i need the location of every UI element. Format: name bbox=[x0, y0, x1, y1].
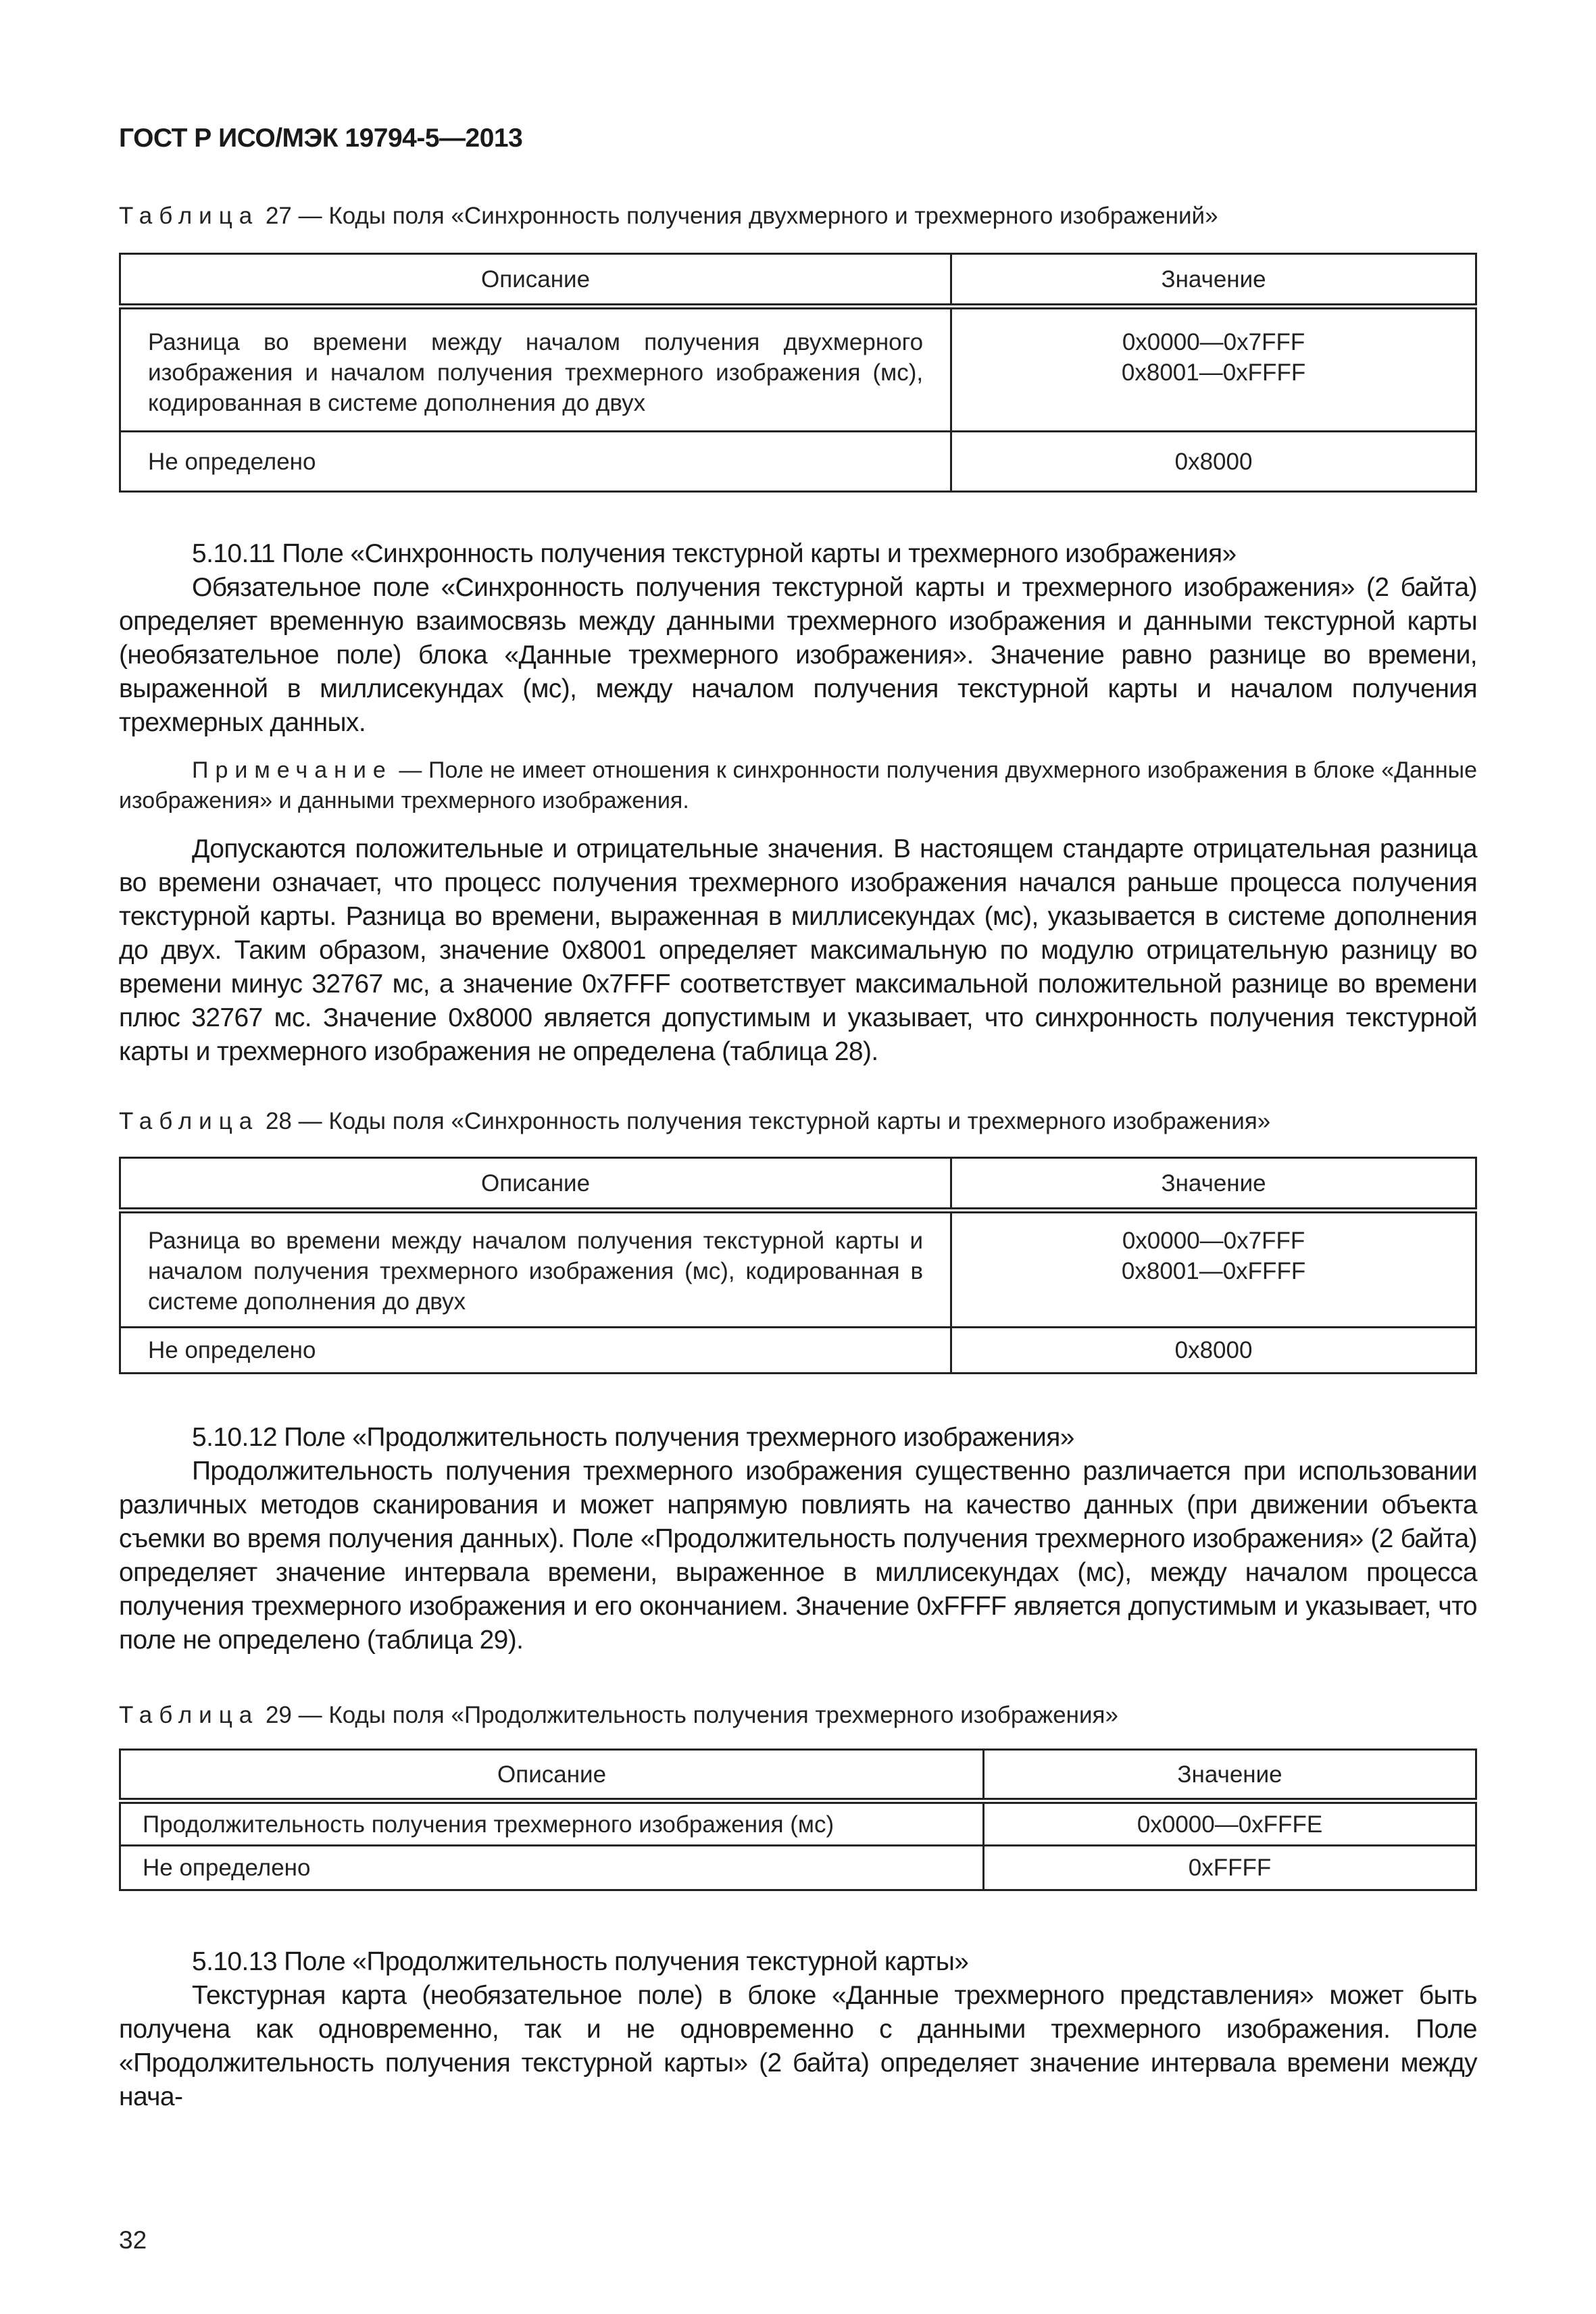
table28-caption bbox=[119, 1108, 1270, 1135]
table27-row1-value-line2: 0x8001—0xFFFF bbox=[1121, 359, 1306, 386]
table27-caption-text: 27 — Коды поля «Синхронность получения двухмерного и трехмерного изображений» bbox=[259, 203, 1218, 229]
table27-caption-word: Таблица bbox=[119, 203, 259, 229]
section-5-10-11-body bbox=[119, 832, 1477, 1069]
section-5-10-11 bbox=[119, 537, 1477, 740]
page-number: 32 bbox=[119, 2226, 147, 2254]
table28-header-value: Значение bbox=[951, 1158, 1476, 1211]
table-row bbox=[120, 432, 1476, 492]
table27-header-value: Значение bbox=[951, 254, 1476, 307]
table27-row2-description: Не определено bbox=[120, 432, 951, 492]
section-5-10-12-paragraph-1: Продолжительность получения трехмерного изображения существенно различается при использовании различных методов сканирования и может напрямую повлиять на качество данных (при движении объекта съемки во время получения данных). Поле «Продолжительность получения трехмерного изображения» (2 байта) определяет значение интервала времени, выраженное в миллисекундах (мс), между началом процесса получения трехмерного изображения и его окончанием. Значение 0xFFFF является допустимым и указывает, что поле не определено (таблица 29). bbox=[119, 1457, 1477, 1655]
table29 bbox=[119, 1749, 1477, 1891]
table29-row2-value: 0xFFFF bbox=[984, 1846, 1476, 1890]
table27 bbox=[119, 253, 1477, 493]
table-row bbox=[120, 1328, 1476, 1374]
table28-row1-description: Разница во времени между началом получения текстурной карты и началом получения трехмерного изображения (мс), кодированная в системе дополнения до двух bbox=[120, 1211, 951, 1328]
table27-row1-value-line1: 0x0000—0x7FFF bbox=[1122, 329, 1305, 355]
note-text: — Поле не имеет отношения к синхронности получения двухмерного изображения в блоке «Данные изображения» и данными трехмерного изображения. bbox=[119, 757, 1477, 813]
table29-header-value: Значение bbox=[984, 1750, 1476, 1801]
section-5-10-12-heading: 5.10.12 Поле «Продолжительность получения трехмерного изображения» bbox=[192, 1423, 1074, 1452]
section-5-10-11-paragraph-2: Допускаются положительные и отрицательные значения. В настоящем стандарте отрицательная разница во времени означает, что процесс получения трехмерного изображения начался раньше процесса получения текстурной карты. Разница во времени, выраженная в миллисекундах (мс), указывается в системе дополнения до двух. Таким образом, значение 0x8001 определяет максимальную по модулю отрицательную разницу во времени минус 32767 мс, а значение 0x7FFF соответствует максимальной положительной разнице во времени плюс 32767 мс. Значение 0x8000 является допустимым и указывает, что синхронность получения текстурной карты и трехмерного изображения не определена (таблица 28). bbox=[119, 834, 1477, 1066]
table29-row1-value: 0x0000—0xFFFE bbox=[984, 1801, 1476, 1846]
section-5-10-12 bbox=[119, 1421, 1477, 1657]
note-label: Примечание bbox=[192, 757, 393, 783]
section-5-10-11-note bbox=[119, 755, 1477, 816]
table-row bbox=[120, 1211, 1476, 1328]
table29-caption-word: Таблица bbox=[119, 1702, 259, 1728]
table28-row1-value-line2: 0x8001—0xFFFF bbox=[1121, 1258, 1306, 1284]
section-5-10-11-paragraph-1: Обязательное поле «Синхронность получения текстурной карты и трехмерного изображения» (2 байта) определяет временную взаимосвязь между данными трехмерного изображения и данными текстурной карты (необязательное поле) блока «Данные трехмерного изображения». Значение равно разнице во времени, выраженной в миллисекундах (мс), между началом получения текстурной карты и началом получения трехмерных данных. bbox=[119, 573, 1477, 737]
table27-row1-value bbox=[951, 307, 1476, 432]
table29-row2-description: Не определено bbox=[120, 1846, 984, 1890]
table28-header-description: Описание bbox=[120, 1158, 951, 1211]
table27-caption bbox=[119, 203, 1218, 230]
section-5-10-13-paragraph-1: Текстурная карта (необязательное поле) в блоке «Данные трехмерного представления» может быть получена как одновременно, так и не одновременно с данными трехмерного изображения. Поле «Продолжительность получения текстурной карты» (2 байта) определяет значение интервала времени между нача- bbox=[119, 1981, 1477, 2111]
table29-row1-description: Продолжительность получения трехмерного изображения (мс) bbox=[120, 1801, 984, 1846]
table29-header-description: Описание bbox=[120, 1750, 984, 1801]
table27-header-description: Описание bbox=[120, 254, 951, 307]
table28-row1-value bbox=[951, 1211, 1476, 1328]
table29-caption bbox=[119, 1702, 1118, 1729]
table28-caption-text: 28 — Коды поля «Синхронность получения текстурной карты и трехмерного изображения» bbox=[259, 1108, 1271, 1134]
section-5-10-13 bbox=[119, 1945, 1477, 2114]
table28-caption-word: Таблица bbox=[119, 1108, 259, 1134]
document-header: ГОСТ Р ИСО/МЭК 19794-5—2013 bbox=[119, 124, 523, 153]
table28 bbox=[119, 1157, 1477, 1374]
table28-row2-description: Не определено bbox=[120, 1328, 951, 1374]
table29-caption-text: 29 — Коды поля «Продолжительность получения трехмерного изображения» bbox=[259, 1702, 1118, 1728]
table27-row2-value: 0x8000 bbox=[951, 432, 1476, 492]
section-5-10-13-heading: 5.10.13 Поле «Продолжительность получения текстурной карты» bbox=[192, 1947, 969, 1976]
table28-row2-value: 0x8000 bbox=[951, 1328, 1476, 1374]
table-row bbox=[120, 1801, 1476, 1846]
table27-row1-description: Разница во времени между началом получения двухмерного изображения и началом получения трехмерного изображения (мс), кодированная в системе дополнения до двух bbox=[120, 307, 951, 432]
table28-row1-value-line1: 0x0000—0x7FFF bbox=[1122, 1228, 1305, 1254]
table-row bbox=[120, 307, 1476, 432]
section-5-10-11-heading: 5.10.11 Поле «Синхронность получения текстурной карты и трехмерного изображения» bbox=[192, 539, 1237, 568]
table-row bbox=[120, 1846, 1476, 1890]
